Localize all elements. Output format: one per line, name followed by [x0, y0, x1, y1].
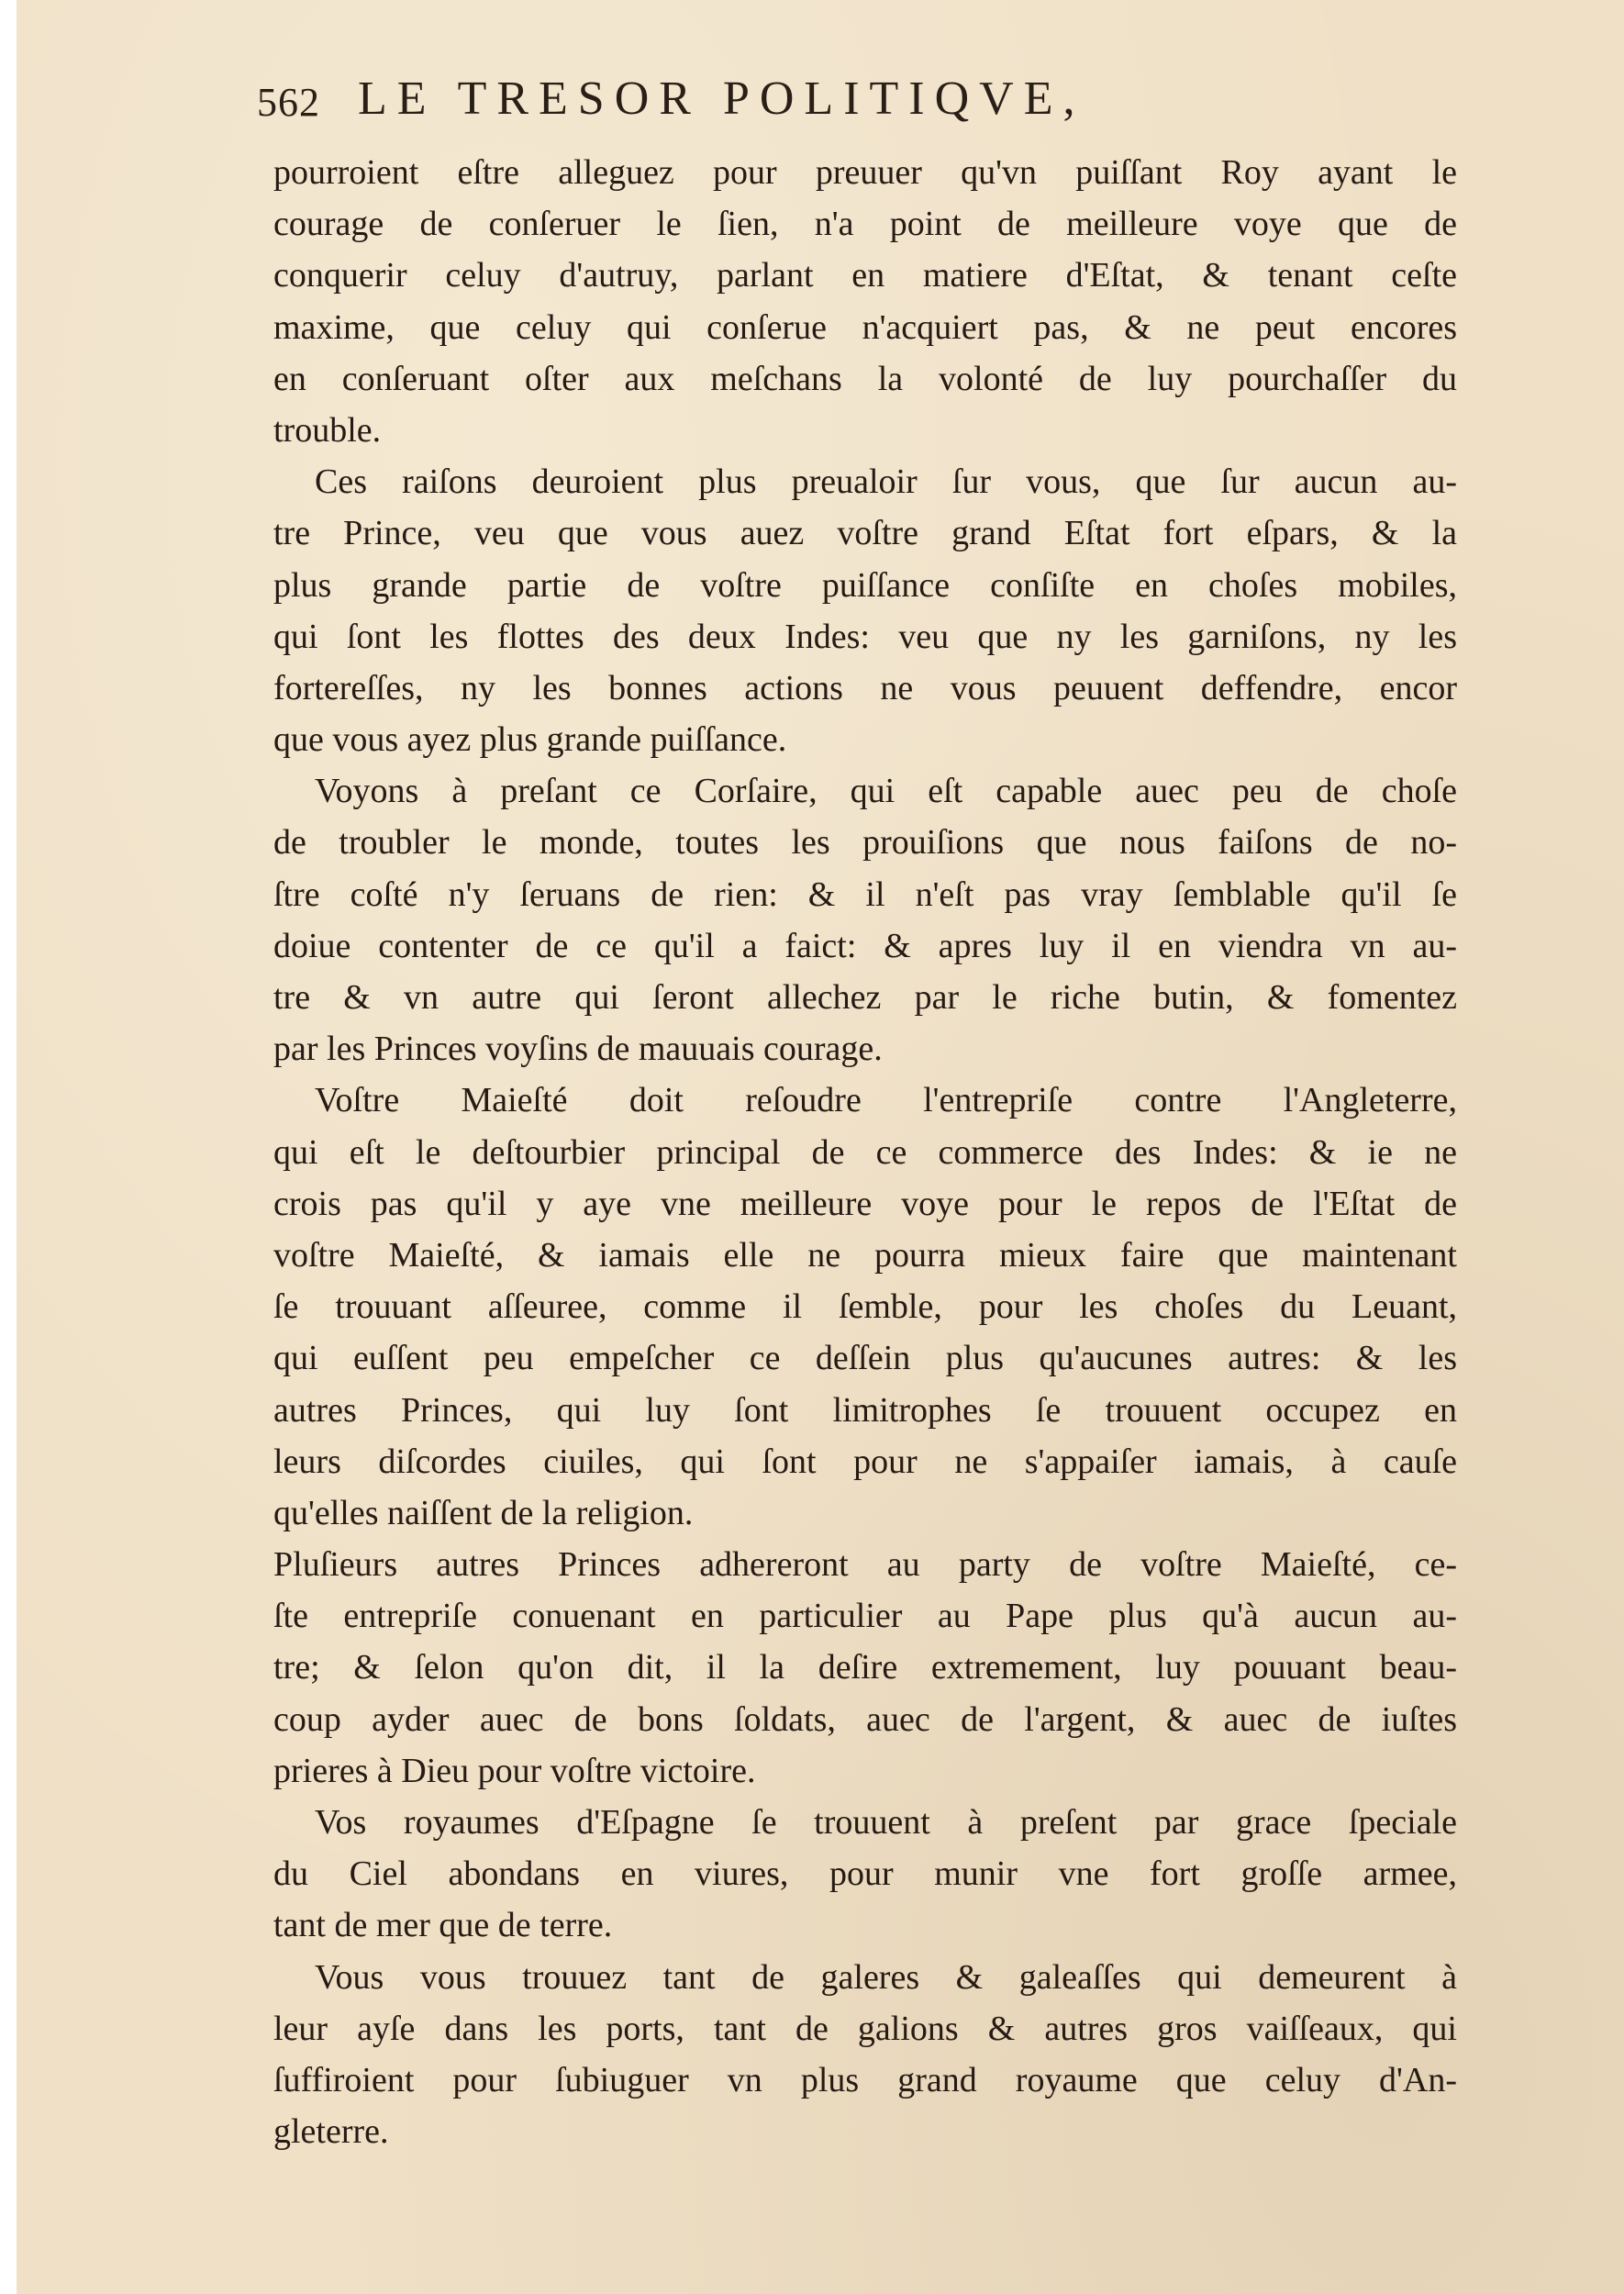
- text-line: qui eſt le deſtourbier principal de ce commerce des Indes: & ie ne: [273, 1132, 1457, 1172]
- text-line: Pluſieurs autres Princes adhereront au party de voſtre Maieſté, ce-: [273, 1545, 1457, 1585]
- text-line: ſe trouuant aſſeuree, comme il ſemble, pour les choſes du Leuant,: [273, 1287, 1457, 1327]
- text-line: Voyons à preſant ce Corſaire, qui eſt capable auec peu de choſe: [315, 772, 1457, 811]
- text-line: voſtre Maieſté, & iamais elle ne pourra mieux faire que maintenant: [273, 1235, 1457, 1275]
- paragraph-1: [273, 147, 1457, 456]
- text-line: courage de conſeruer le ſien, n'a point de meilleure voye que de: [273, 205, 1457, 244]
- text-line: tre; & ſelon qu'on dit, il la deſire extremement, luy pouuant beau-: [273, 1648, 1457, 1687]
- book-page: [17, 0, 1624, 2294]
- text-line: Vous vous trouuez tant de galeres & galeaſſes qui demeurent à: [315, 1957, 1457, 1997]
- text-line: ſuffiroient pour ſubiuguer vn plus grand royaume que celuy d'An-: [273, 2060, 1457, 2099]
- paragraph-2: [273, 456, 1457, 765]
- text-line: trouble.: [273, 410, 382, 450]
- text-line: qu'elles naiſſent de la religion.: [273, 1493, 694, 1532]
- text-line: leurs diſcordes ciuiles, qui ſont pour ne s'appaiſer iamais, à cauſe: [273, 1442, 1457, 1481]
- text-line: maxime, que celuy qui conſerue n'acquiert pas, & ne peut encores: [273, 307, 1457, 347]
- text-line: par les Princes voyſins de mauuais courage.: [273, 1030, 883, 1069]
- paragraph-5: [273, 1539, 1457, 1797]
- text-line: autres Princes, qui luy ſont limitrophes ſe trouuent occupez en: [273, 1390, 1457, 1430]
- text-line: prieres à Dieu pour voſtre victoire.: [273, 1751, 756, 1790]
- text-line: leur ayſe dans les ports, tant de galions & autres gros vaiſſeaux, qui: [273, 2009, 1457, 2048]
- text-line: conquerir celuy d'autruy, parlant en matiere d'Eſtat, & tenant ceſte: [273, 256, 1457, 295]
- page-number: 562: [257, 80, 320, 125]
- text-line: tant de mer que de terre.: [273, 1906, 613, 1945]
- paragraph-4: [273, 1075, 1457, 1539]
- text-line: Voſtre Maieſté doit reſoudre l'entrepriſe contre l'Angleterre,: [315, 1081, 1457, 1120]
- text-line: plus grande partie de voſtre puiſſance conſiſte en choſes mobiles,: [273, 565, 1457, 605]
- paragraph-6: [273, 1797, 1457, 1952]
- text-line: ſte entrepriſe conuenant en particulier au Pape plus qu'à aucun au-: [273, 1597, 1457, 1636]
- text-line: tre & vn autre qui ſeront allechez par le riche butin, & fomentez: [273, 978, 1457, 1017]
- scan-margin: [0, 0, 17, 2294]
- running-head: [257, 72, 1303, 136]
- text-line: de troubler le monde, toutes les prouiſions que nous faiſons de no-: [273, 823, 1457, 863]
- paragraph-3: [273, 765, 1457, 1075]
- running-title: LE TRESOR POLITIQVE,: [358, 72, 1085, 125]
- text-line: qui ſont les flottes des deux Indes: veu que ny les garniſons, ny les: [273, 617, 1457, 656]
- paragraph-7: [273, 1952, 1457, 2158]
- text-line: Ces raiſons deuroient plus preualoir ſur vous, que ſur aucun au-: [315, 462, 1457, 502]
- text-line: gleterre.: [273, 2112, 389, 2152]
- text-line: ſtre coſté n'y ſeruans de rien: & il n'eſt pas vray ſemblable qu'il ſe: [273, 874, 1457, 914]
- text-line: tre Prince, veu que vous auez voſtre grand Eſtat fort eſpars, & la: [273, 514, 1457, 553]
- text-line: qui euſſent peu empeſcher ce deſſein plus qu'aucunes autres: & les: [273, 1339, 1457, 1378]
- text-line: crois pas qu'il y aye vne meilleure voye pour le repos de l'Eſtat de: [273, 1184, 1457, 1223]
- text-line: Vos royaumes d'Eſpagne ſe trouuent à preſent par grace ſpeciale: [315, 1803, 1457, 1842]
- text-line: pourroient eſtre alleguez pour preuuer qu'vn puiſſant Roy ayant le: [273, 153, 1457, 192]
- text-line: coup ayder auec de bons ſoldats, auec de l'argent, & auec de iuſtes: [273, 1699, 1457, 1739]
- text-line: doiue contenter de ce qu'il a faict: & apres luy il en viendra vn au-: [273, 926, 1457, 965]
- text-line: en conſeruant oſter aux meſchans la volonté de luy pourchaſſer du: [273, 359, 1457, 398]
- text-line: que vous ayez plus grande puiſſance.: [273, 720, 787, 760]
- body-text: [273, 147, 1457, 2157]
- text-line: fortereſſes, ny les bonnes actions ne vous peuuent deffendre, encor: [273, 668, 1457, 707]
- text-line: du Ciel abondans en viures, pour munir vne fort groſſe armee,: [273, 1854, 1457, 1894]
